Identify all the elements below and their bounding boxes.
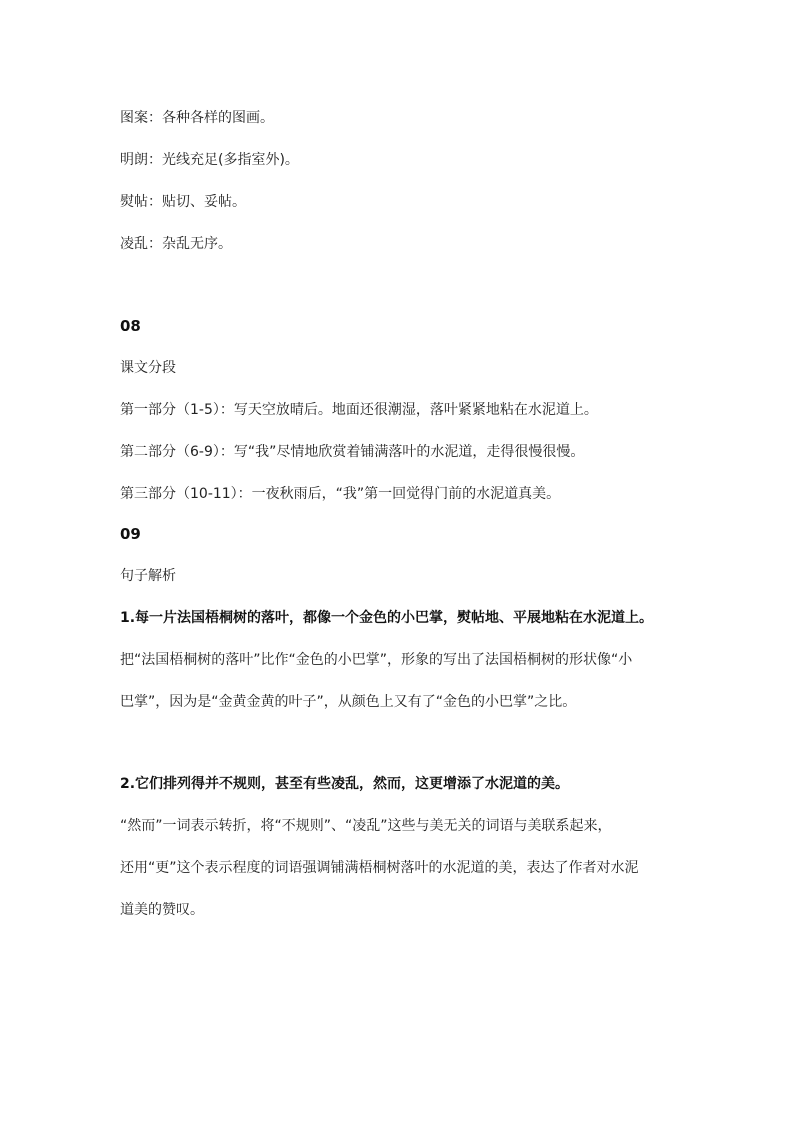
analysis-line: 道美的赞叹。 bbox=[120, 902, 204, 918]
vocab-item: 熨帖：贴切、妥帖。 bbox=[120, 194, 246, 210]
sentence-title: 2.它们排列得并不规则，甚至有些凌乱，然而，这更增添了水泥道的美。 bbox=[120, 776, 570, 792]
analysis-line: 巴掌”，因为是“金黄金黄的叶子”，从颜色上又有了“金色的小巴掌”之比。 bbox=[120, 694, 577, 710]
division-part: 第二部分（6-9）：写“我”尽情地欣赏着铺满落叶的水泥道，走得很慢很慢。 bbox=[120, 444, 585, 460]
division-part: 第一部分（1-5）：写天空放晴后。地面还很潮湿，落叶紧紧地粘在水泥道上。 bbox=[120, 402, 598, 418]
division-part: 第三部分（10-11）：一夜秋雨后，“我”第一回觉得门前的水泥道真美。 bbox=[120, 486, 561, 502]
section-heading: 句子解析 bbox=[120, 568, 176, 584]
sentence-title: 1.每一片法国梧桐树的落叶，都像一个金色的小巴掌，熨帖地、平展地粘在水泥道上。 bbox=[120, 610, 654, 626]
vocab-item: 明朗：光线充足(多指室外)。 bbox=[120, 152, 299, 168]
analysis-line: 还用“更”这个表示程度的词语强调铺满梧桐树落叶的水泥道的美，表达了作者对水泥 bbox=[120, 860, 639, 876]
vocab-item: 凌乱：杂乱无序。 bbox=[120, 236, 232, 252]
section-heading: 课文分段 bbox=[120, 360, 176, 376]
analysis-line: 把“法国梧桐树的落叶”比作“金色的小巴掌”，形象的写出了法国梧桐树的形状像“小 bbox=[120, 652, 633, 668]
vocab-item: 图案：各种各样的图画。 bbox=[120, 110, 274, 126]
section-number: 08 bbox=[120, 317, 141, 335]
analysis-line: “然而”一词表示转折，将“不规则”、“凌乱”这些与美无关的词语与美联系起来， bbox=[120, 818, 612, 834]
section-number: 09 bbox=[120, 525, 141, 543]
